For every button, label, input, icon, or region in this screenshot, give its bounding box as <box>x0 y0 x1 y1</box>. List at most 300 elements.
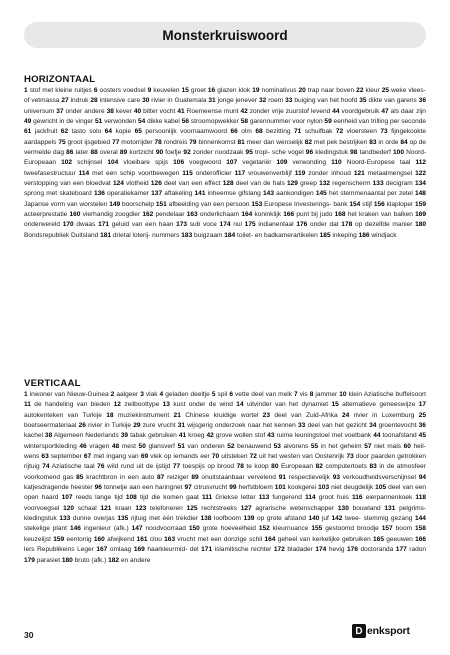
clue-text: foefje <box>165 149 182 157</box>
clue-text: vragen <box>89 442 110 450</box>
clue-item <box>359 232 397 239</box>
clue-text: herfstbloem <box>238 484 273 492</box>
clue-item <box>184 484 227 491</box>
clue-text: fungerend <box>272 494 302 502</box>
clue-text: respectievelijk <box>288 473 330 481</box>
clue-text: kraan <box>115 504 132 512</box>
clue-text: stroomopwekker <box>190 118 239 126</box>
clue-text: oosters voedsel <box>99 87 146 94</box>
clue-item <box>298 422 367 429</box>
clue-item <box>226 159 271 166</box>
clue-text: drietal loterij- <box>112 231 151 239</box>
clue-text: toespijs op brood <box>182 463 235 471</box>
clue-text: gewricht in de vinger <box>33 118 94 126</box>
clue-number: 164 <box>264 535 276 543</box>
clue-item <box>352 494 412 501</box>
clue-item <box>299 87 355 94</box>
clue-number: 66 <box>230 128 238 136</box>
clue-item <box>179 432 205 439</box>
clue-number: 41 <box>178 432 187 440</box>
clue-number: 74 <box>42 463 50 471</box>
clue-number: 102 <box>61 159 73 167</box>
clue-number: 112 <box>415 159 427 167</box>
clue-text: Bondsrepubliek Duitsland <box>24 231 99 239</box>
clue-text: kachel <box>24 432 43 440</box>
clue-text: sche vogel <box>272 149 304 157</box>
clue-text: stemmig gezang <box>363 515 413 523</box>
clue-item <box>285 97 357 104</box>
clue-text: boom <box>395 525 413 533</box>
clue-text: stijf <box>362 200 372 208</box>
clue-item <box>364 443 401 450</box>
clue-item <box>331 401 415 408</box>
clue-item <box>126 494 199 501</box>
clue-text: zonder noodzaak <box>192 149 244 157</box>
clue-text: vloeibare spijs <box>123 159 169 167</box>
clue-text: munt <box>223 107 239 115</box>
clue-item <box>223 180 285 187</box>
clue-number: 45 <box>418 432 426 440</box>
clue-item <box>151 190 192 197</box>
clue-number: 18 <box>106 411 114 419</box>
clue-text: eenheid van trilling per seconde <box>333 118 426 126</box>
clue-text: rondreis <box>163 138 188 146</box>
clue-text: parasiet <box>36 556 61 564</box>
clue-text: schaal <box>77 504 97 512</box>
clue-number: 3 <box>140 391 144 398</box>
clue-number: 40 <box>133 107 142 115</box>
clue-item <box>245 221 294 228</box>
clue-text: Griekse letter <box>215 494 256 502</box>
clue-text: glansverf <box>148 442 176 450</box>
clue-item <box>114 401 160 408</box>
clue-number: 158 <box>415 525 426 533</box>
clue-item <box>237 463 269 470</box>
clue-item <box>259 494 302 501</box>
clue-number: 133 <box>372 180 384 188</box>
clue-number: 110 <box>331 159 342 167</box>
clue-number: 10 <box>339 391 347 398</box>
clue-text: onderwereld <box>24 221 61 229</box>
clue-number: 93 <box>332 473 340 481</box>
clue-number: 109 <box>276 159 288 167</box>
clue-number: 156 <box>373 200 385 208</box>
clue-text: koninklijk <box>254 211 282 219</box>
clue-text: Europeaan <box>281 463 314 471</box>
clue-text: tonnetje aan een haringnet <box>103 484 183 492</box>
clue-text: vrucht met een donzige <box>177 535 247 543</box>
clue-number: 139 <box>243 515 255 523</box>
clue-number: 89 <box>191 473 199 481</box>
clue-number: 11 <box>24 401 31 409</box>
clue-item <box>356 87 380 94</box>
clue-item <box>251 201 331 208</box>
clue-number: 167 <box>96 546 108 554</box>
clue-item <box>109 201 154 208</box>
clue-item <box>174 412 259 419</box>
clue-number: 174 <box>219 221 231 229</box>
clue-item <box>311 443 362 450</box>
clue-number: 141 <box>194 190 206 198</box>
clue-item <box>380 128 426 135</box>
clue-item <box>187 505 237 512</box>
clue-number: 25 <box>418 411 427 419</box>
clue-number: 96 <box>94 484 102 492</box>
clue-item <box>215 422 296 429</box>
clue-number: 180 <box>61 556 73 564</box>
clue-item <box>97 463 170 470</box>
clue-item <box>62 557 106 564</box>
clue-text: acteerprestatie <box>24 211 68 219</box>
clue-item <box>373 180 413 187</box>
clue-text: vrouwenverblijf <box>248 169 292 177</box>
clue-item <box>333 201 347 208</box>
clue-number: 78 <box>154 138 162 146</box>
clue-number: 5 <box>211 391 216 398</box>
clue-text: eentonig <box>66 535 92 543</box>
clue-item <box>244 515 306 522</box>
clue-text: onderzoek naar het kennen <box>214 422 296 430</box>
clue-text: met pek <box>313 138 338 146</box>
clue-item <box>350 149 391 156</box>
clue-item <box>173 159 221 166</box>
clue-item <box>96 546 131 553</box>
clue-text: keuvelen <box>153 87 180 94</box>
clue-text: Noord-Europese taal <box>346 159 411 167</box>
clue-number: 38 <box>44 432 53 440</box>
clue-text: op grote afstand <box>257 515 306 523</box>
clue-number: 126 <box>150 180 162 188</box>
clue-item <box>134 108 175 115</box>
clue-text: geluid van een haan <box>111 221 174 229</box>
clue-number: 21 <box>173 411 181 419</box>
clue-number: 72 <box>249 453 257 461</box>
clue-number: 27 <box>61 97 69 105</box>
clue-item <box>339 139 367 146</box>
clue-item <box>182 118 239 125</box>
clue-text: sub voce <box>189 221 217 229</box>
clue-number: 51 <box>177 442 185 450</box>
clue-text: het stemmenaantal per <box>329 190 397 198</box>
clue-text: het kraken van balken <box>347 211 413 219</box>
clue-number: 49 <box>24 118 32 126</box>
clue-text: aalgeer <box>116 391 139 398</box>
clue-text: skateboard <box>59 190 92 198</box>
clue-item <box>240 108 330 115</box>
clue-item <box>138 118 180 125</box>
clue-item <box>112 139 153 146</box>
clue-item <box>56 108 104 115</box>
clue-item <box>237 139 302 146</box>
clue-text: vierhandig zoogdier <box>82 211 141 219</box>
clue-number: 12 <box>113 401 121 409</box>
clue-number: 142 <box>331 515 343 523</box>
clue-item <box>160 391 210 398</box>
clue-number: 119 <box>294 169 306 177</box>
clue-text: clou <box>149 535 162 543</box>
clue-number: 20 <box>298 87 306 94</box>
clue-number: 148 <box>415 190 426 198</box>
page-number: 30 <box>24 630 34 640</box>
clue-number: 103 <box>318 484 330 492</box>
clue-item <box>148 87 180 94</box>
clue-number: 44 <box>373 432 381 440</box>
clue-item <box>178 422 213 429</box>
clue-item <box>111 391 139 398</box>
clue-number: 153 <box>251 200 263 208</box>
clue-item <box>208 87 250 94</box>
clue-item <box>142 211 184 218</box>
clue-text: bank <box>333 200 348 208</box>
clue-text: bouwland <box>352 504 381 512</box>
clue-item <box>331 515 361 522</box>
clue-item <box>335 211 413 218</box>
clue-number: 97 <box>184 484 192 492</box>
clue-number: 73 <box>346 453 354 461</box>
clue-item <box>133 422 175 429</box>
clue-item <box>113 180 149 187</box>
clue-number: 124 <box>112 180 124 188</box>
clue-item <box>274 546 313 553</box>
clue-text: boorschelp <box>122 200 155 208</box>
clue-item <box>275 484 316 491</box>
clue-number: 8 <box>309 391 314 398</box>
clue-number: 131 <box>384 504 396 512</box>
clue-number: 171 <box>98 221 109 229</box>
clue-text: bezitting <box>266 128 291 136</box>
clue-text: uitvinder van het <box>246 401 299 409</box>
clue-text: zonder vrije zuurstof levend <box>249 107 331 115</box>
clue-text: telefoneren <box>150 504 183 512</box>
clue-number: 134 <box>414 180 426 188</box>
clue-number: 82 <box>315 463 323 471</box>
clue-text: niet mals <box>374 442 402 450</box>
clue-number: 64 <box>104 128 112 136</box>
clue-text: agrarische wetenschapper <box>255 504 335 512</box>
clue-number: 57 <box>364 442 372 450</box>
clue-item <box>45 432 119 439</box>
clue-number: 114 <box>305 494 316 502</box>
clue-item <box>369 139 398 146</box>
clue-number: 35 <box>359 97 367 105</box>
clue-text: vervelend <box>247 473 276 481</box>
clue-text: ingenieur (afk.) <box>83 525 129 533</box>
clue-item <box>173 463 234 470</box>
clue-text: onderofficier <box>195 169 232 177</box>
clue-item <box>141 453 210 460</box>
clue-item <box>249 536 262 543</box>
clue-text: verwonding <box>292 159 326 167</box>
clue-number: 165 <box>373 535 384 543</box>
clue-number: 159 <box>415 200 426 208</box>
clue-text: onder andere <box>65 107 105 115</box>
clue-number: 179 <box>24 556 35 564</box>
brand-logo <box>352 624 410 638</box>
clue-item <box>305 139 338 146</box>
clue-item <box>202 494 256 501</box>
clue-number: 53 <box>273 442 281 450</box>
clue-number: 46 <box>79 442 87 450</box>
clue-item <box>404 443 426 450</box>
clue-text: keuzelijst <box>24 535 51 543</box>
page-title: Monsterkruiswoord <box>162 27 288 43</box>
clue-number: 71 <box>293 128 302 136</box>
clue-item <box>224 232 318 239</box>
clue-item <box>182 170 231 177</box>
clue-text: vette deel van melk <box>235 391 293 398</box>
clue-item <box>164 536 247 543</box>
clue-item <box>62 494 112 501</box>
clue-text: gebruiken <box>148 432 177 440</box>
clue-number: 104 <box>107 159 119 167</box>
clue-number: 138 <box>200 515 212 523</box>
clue-item <box>163 401 233 408</box>
clue-text: afbeelding van een persoon <box>168 200 250 208</box>
clue-text: citrusvrucht <box>193 484 228 492</box>
clue-number: 43 <box>267 432 275 440</box>
clue-text: nummers <box>152 231 180 239</box>
clue-item <box>61 128 101 135</box>
clue-item <box>53 536 91 543</box>
clue-number: 186 <box>358 231 370 239</box>
clue-text: hevig <box>328 546 345 554</box>
clue-number: 137 <box>151 190 163 198</box>
clue-number: 182 <box>108 556 120 564</box>
clue-number: 44 <box>332 107 340 115</box>
clue-number: 185 <box>319 231 331 239</box>
clue-number: 161 <box>136 535 148 543</box>
clue-text: jonge jenever <box>217 97 258 105</box>
clue-text: niet deugdelijk <box>331 484 374 492</box>
clue-item <box>107 159 168 166</box>
clue-text: lers Republikeins Leger <box>24 546 94 554</box>
clue-text: islamitische rechter <box>214 546 272 554</box>
clue-item <box>279 474 330 481</box>
clue-text: fijngekookte <box>391 128 427 136</box>
clue-text: als daar zijn <box>390 107 426 115</box>
clue-number: 84 <box>400 138 408 146</box>
clue-text: met een schip voortbewegen <box>92 169 180 177</box>
clue-text: doctoranda <box>360 546 394 554</box>
clue-text: september <box>50 453 82 461</box>
clue-number: 132 <box>319 180 330 188</box>
clue-number: 55 <box>310 442 319 450</box>
clue-item <box>294 391 308 398</box>
clue-number: 115 <box>182 169 193 177</box>
clue-number: 1 <box>24 391 28 398</box>
clue-text: loofboom <box>213 515 241 523</box>
clue-item <box>263 412 338 419</box>
clue-number: 16 <box>207 87 216 94</box>
clue-text: deel van een open haard <box>24 484 426 502</box>
clue-number: 146 <box>69 525 81 533</box>
clue-text: deel van een effect <box>164 180 221 188</box>
clue-text: toilet- en badkamerartikelen <box>237 231 318 239</box>
clue-number: 89 <box>119 149 128 157</box>
clue-item <box>316 463 367 470</box>
clue-text: rivier in Luxemburg <box>353 411 415 419</box>
clue-text: groentevocht <box>378 422 417 430</box>
clue-text: toonafstand <box>382 432 417 440</box>
clue-text: voorvoegsel <box>24 504 60 512</box>
clue-text: onuitstaanbaar <box>201 473 245 481</box>
clue-item <box>342 412 414 419</box>
clue-number: 111 <box>201 494 213 502</box>
clue-number: 152 <box>258 525 270 533</box>
clue-item <box>100 505 131 512</box>
clue-number: 26 <box>78 422 86 430</box>
clue-number: 163 <box>164 535 176 543</box>
clue-number: 6 <box>229 391 234 398</box>
clue-item <box>338 505 381 512</box>
clue-number: 33 <box>285 97 293 105</box>
clue-text: heil- <box>413 442 426 450</box>
clue-text: spil <box>217 391 228 398</box>
clue-text: de handeling van bieden <box>34 401 111 409</box>
clue-text: aftakeling <box>164 190 193 198</box>
clue-number: 42 <box>206 432 214 440</box>
clue-item <box>208 97 257 104</box>
clue-item <box>63 221 96 228</box>
clue-number: 48 <box>111 442 120 450</box>
clue-item <box>94 190 149 197</box>
clue-number: 13 <box>162 401 170 409</box>
clue-number: 107 <box>61 494 73 502</box>
clue-number: 86 <box>66 149 74 157</box>
clue-text: motorrijder <box>121 138 153 146</box>
clue-number: 38 <box>106 107 114 115</box>
clue-text: Aziatische taal <box>51 463 95 471</box>
clue-item <box>252 87 296 94</box>
clue-text: bruto (afk.) <box>74 556 107 564</box>
clue-item <box>24 557 60 564</box>
clue-text: aankondigen <box>276 190 314 198</box>
clue-item <box>177 108 222 115</box>
clue-text: dwaas <box>76 221 96 229</box>
clue-text: Algemeen Nederlands <box>53 432 119 440</box>
clue-text: twee- <box>344 515 361 523</box>
clue-text: mest <box>121 442 136 450</box>
clue-item <box>190 546 199 553</box>
clue-text: schil <box>249 535 263 543</box>
clue-text: binnenkomst <box>198 138 236 146</box>
clue-item <box>108 557 128 564</box>
clue-number: 177 <box>395 546 407 554</box>
clue-number: 166 <box>415 535 427 543</box>
clue-number: 36 <box>418 422 426 430</box>
clue-text: afwijkend <box>107 535 135 543</box>
clue-number: 127 <box>240 504 252 512</box>
clue-text: vloersteen <box>346 128 377 136</box>
clue-item <box>241 211 281 218</box>
clue-number: 107 <box>226 159 238 167</box>
clue-text: wintersportkleding <box>24 442 77 450</box>
clue-item <box>61 159 102 166</box>
clue-item <box>24 128 57 135</box>
clue-text: van onderen <box>187 442 225 450</box>
clue-text: kledingstuk <box>315 149 348 157</box>
clue-number: 17 <box>418 401 427 409</box>
clue-item <box>191 474 244 481</box>
clue-number: 162 <box>142 211 154 219</box>
clue-item <box>229 484 273 491</box>
clue-item <box>259 97 283 104</box>
clue-number: 184 <box>224 231 236 239</box>
clue-item <box>324 118 426 125</box>
clue-item <box>384 505 426 512</box>
clue-text: zeilboottype <box>124 401 160 409</box>
clue-number: 120 <box>63 504 75 512</box>
